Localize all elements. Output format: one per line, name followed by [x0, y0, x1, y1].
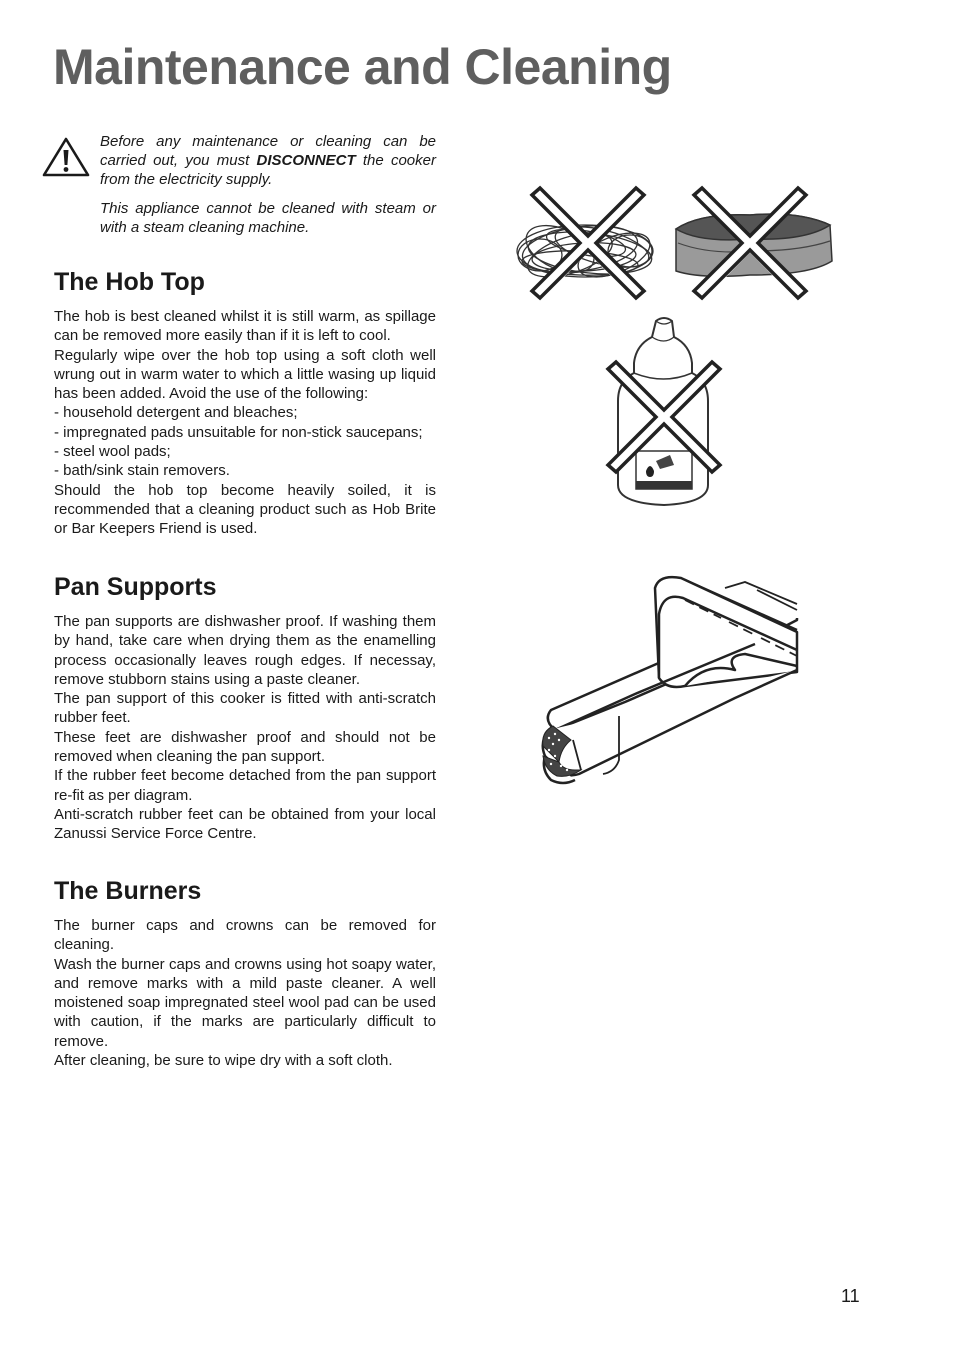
- burners-body: [54, 916, 436, 1070]
- page-number: 11: [841, 1286, 860, 1306]
- pan-supports-line: The pan supports are dishwasher proof. If washing them by hand, take care when drying them as the enamelling process occasionally leaves rough edges. If necessay, remove stubborn stains using a paste cleaner.: [54, 613, 436, 688]
- warning-note: [100, 132, 436, 247]
- pan-supports-line: The pan support of this cooker is fitted with anti-scratch rubber feet.: [54, 690, 436, 727]
- heading-pan-supports: Pan Supports: [54, 573, 217, 601]
- warning-paragraph-disconnect: Before any maintenance or cleaning can be carried out, you must DISCONNECT the cooker from the electricity supply.: [100, 133, 436, 188]
- burners-line: Wash the burner caps and crowns using hot soapy water, and remove marks with a mild paste cleaner. A well moistened soap impregnated steel wool pad can be used with caution, if the marks are particularly difficult to remove.: [54, 955, 436, 1050]
- hob-top-list-item: - bath/sink stain removers.: [54, 462, 230, 480]
- heading-hob-top: The Hob Top: [54, 268, 205, 296]
- steel-wool-crossed-icon: [510, 185, 660, 303]
- heading-burners: The Burners: [54, 877, 202, 905]
- pan-supports-body: [54, 612, 436, 844]
- hob-top-list-item: - steel wool pads;: [54, 443, 171, 461]
- hob-top-body: [54, 307, 436, 539]
- warning-triangle-icon: [42, 136, 90, 178]
- section-pan-supports: [54, 573, 436, 844]
- pan-support-foot-diagram: [535, 570, 800, 800]
- pan-supports-line: These feet are dishwasher proof and should not be removed when cleaning the pan support.: [54, 728, 436, 766]
- page-title: Maintenance and Cleaning: [53, 39, 672, 95]
- section-hob-top: [54, 268, 436, 539]
- scouring-pad-crossed-icon: [670, 185, 834, 303]
- pan-supports-line: Anti-scratch rubber feet can be obtained from your local Zanussi Service Force Centre.: [54, 805, 436, 843]
- burners-line: After cleaning, be sure to wipe dry with a soft cloth.: [54, 1052, 393, 1070]
- hob-top-line: Should the hob top become heavily soiled, it is recommended that a cleaning product such as Hob Brite or Bar Keepers Friend is used.: [54, 481, 436, 538]
- hob-top-list-item: - household detergent and bleaches;: [54, 404, 298, 422]
- pan-supports-line: If the rubber feet become detached from the pan support re-fit as per diagram.: [54, 767, 436, 804]
- burners-line: The burner caps and crowns can be removed for cleaning.: [54, 917, 436, 954]
- section-burners: [54, 877, 436, 1070]
- warning-paragraph-steam: This appliance cannot be cleaned with steam or with a steam cleaning machine.: [100, 200, 436, 236]
- hob-top-line: The hob is best cleaned whilst it is still warm, as spillage can be removed more easily than if it is left to cool.: [54, 308, 436, 345]
- hob-top-line: Regularly wipe over the hob top using a soft cloth well wrung out in warm water to which a little wasing up liquid has been added. Avoid the use of the following:: [54, 346, 436, 403]
- hob-top-list-item: - impregnated pads unsuitable for non-stick saucepans;: [54, 423, 423, 441]
- spray-bottle-crossed-icon: [600, 315, 728, 507]
- disconnect-emphasis: DISCONNECT: [256, 152, 356, 169]
